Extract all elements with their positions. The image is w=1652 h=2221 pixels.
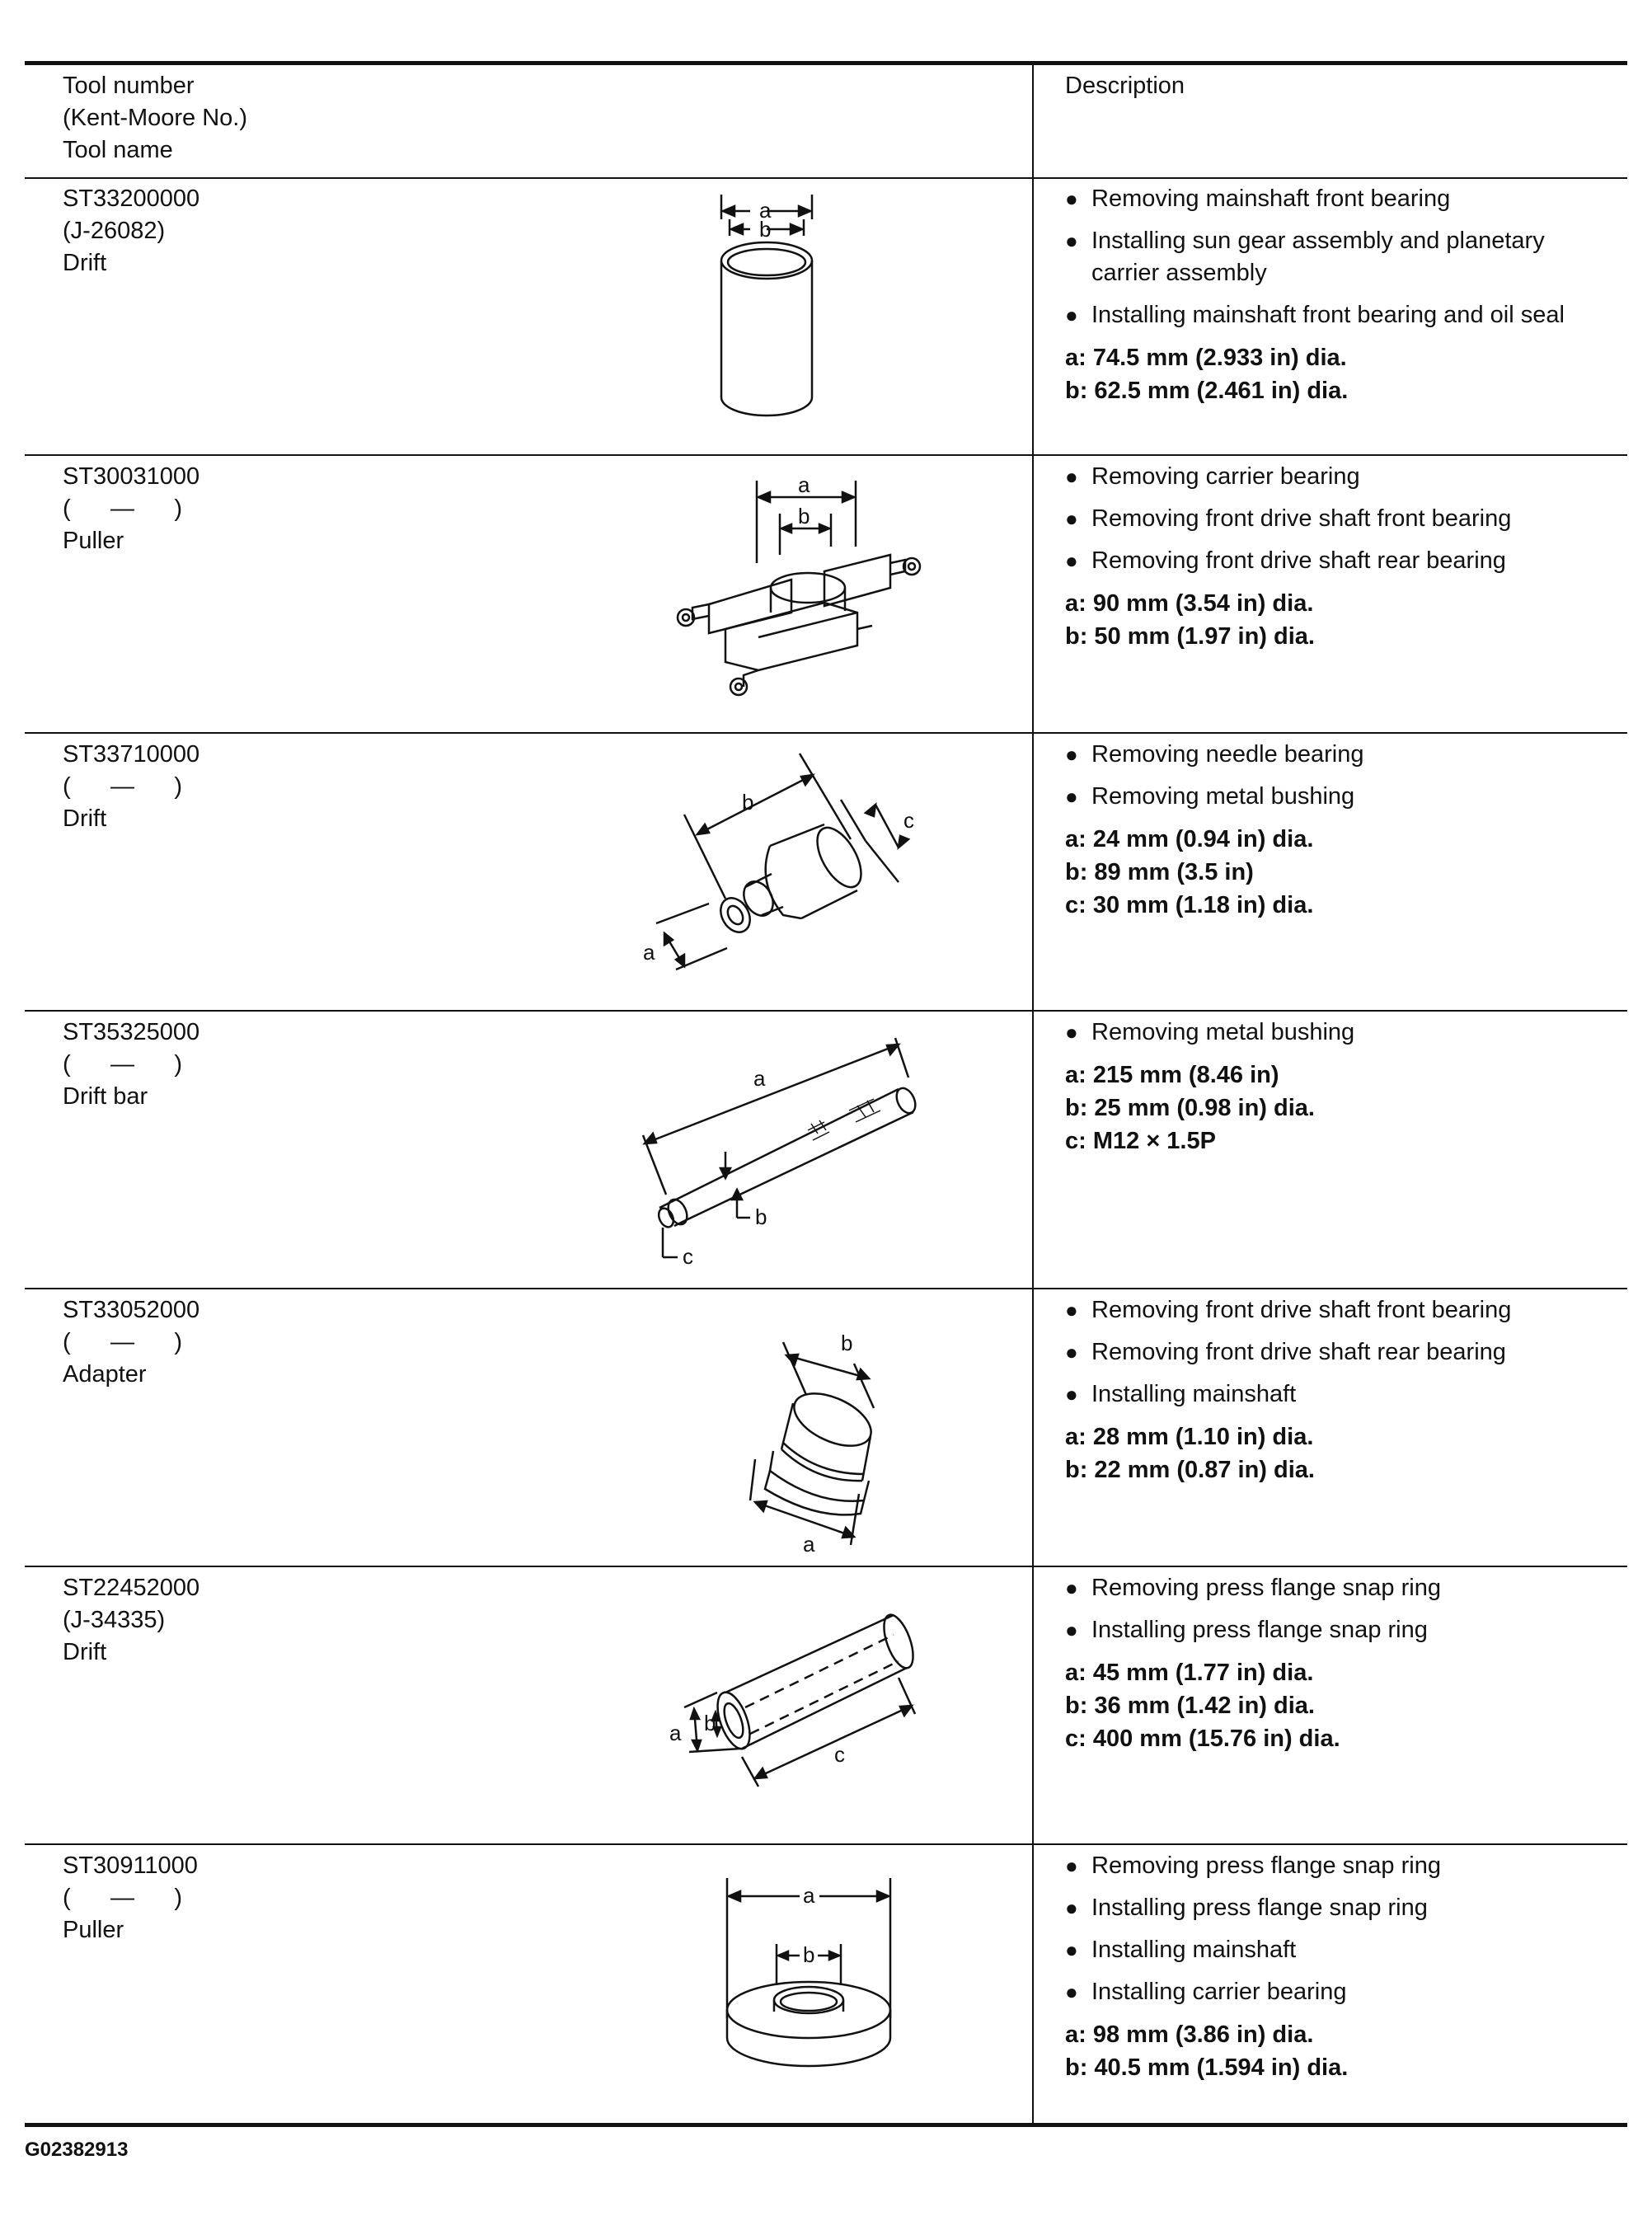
fig-label-a: a xyxy=(803,1532,815,1557)
fig-label-a: a xyxy=(753,1066,766,1091)
tool-column-header xyxy=(63,70,247,167)
tool-description xyxy=(1065,1017,1617,1157)
tool-name: Drift xyxy=(63,250,107,276)
table-row xyxy=(25,1012,1627,1289)
spec-line: a: 90 mm (3.54 in) dia. xyxy=(1065,590,1314,617)
figure-code: G02382913 xyxy=(25,2139,129,2161)
spec-line: c: M12 × 1.5P xyxy=(1065,1128,1216,1154)
table-row xyxy=(25,1845,1627,2123)
spec-line: a: 98 mm (3.86 in) dia. xyxy=(1065,2021,1314,2048)
spec-line: a: 24 mm (0.94 in) dia. xyxy=(1065,826,1314,852)
fig-label-b: b xyxy=(841,1331,853,1355)
spec-line: b: 22 mm (0.87 in) dia. xyxy=(1065,1457,1315,1483)
fig-label-a: a xyxy=(669,1721,682,1745)
fig-label-b: b xyxy=(755,1204,767,1229)
tool-description xyxy=(1065,183,1617,407)
use-item: ● Removing metal bushing xyxy=(1065,781,1617,813)
spec-line: a: 28 mm (1.10 in) dia. xyxy=(1065,1424,1314,1450)
kent-moore-number: ( — ) xyxy=(63,773,182,800)
tool-number: ST22452000 xyxy=(63,1575,200,1601)
tool-number: ST33200000 xyxy=(63,185,200,212)
tool-name: Puller xyxy=(63,1917,124,1943)
spec-line: b: 36 mm (1.42 in) dia. xyxy=(1065,1693,1315,1719)
use-item: ● Installing press flange snap ring xyxy=(1065,1614,1617,1646)
tool-name: Drift xyxy=(63,805,107,832)
kent-moore-number: ( — ) xyxy=(63,1051,182,1078)
drift-tube-illustration xyxy=(618,1575,981,1839)
tool-description xyxy=(1065,739,1617,922)
fig-label-b: b xyxy=(704,1711,716,1735)
kent-moore-number: ( — ) xyxy=(63,1329,182,1355)
use-item: ● Installing mainshaft xyxy=(1065,1378,1617,1411)
description-column-header: Description xyxy=(1065,73,1185,99)
fig-label-a: a xyxy=(798,472,810,497)
fig-label-b: b xyxy=(759,217,772,242)
tool-info xyxy=(63,1017,199,1113)
tool-description xyxy=(1065,461,1617,653)
tool-number: ST33052000 xyxy=(63,1297,200,1323)
use-item: ● Removing press flange snap ring xyxy=(1065,1572,1617,1604)
fig-label-a: a xyxy=(643,940,655,965)
use-item: ● Removing front drive shaft rear bearing xyxy=(1065,1336,1617,1369)
spec-line: c: 400 mm (15.76 in) dia. xyxy=(1065,1726,1340,1752)
use-item: ● Installing carrier bearing xyxy=(1065,1976,1617,2008)
tool-info xyxy=(63,461,199,557)
tool-name: Drift bar xyxy=(63,1083,148,1110)
kent-moore-number: ( — ) xyxy=(63,495,182,522)
tool-info xyxy=(63,739,199,835)
spec-line: b: 89 mm (3.5 in) xyxy=(1065,859,1254,885)
drift-illustration xyxy=(618,742,981,1006)
table-bottom-rule xyxy=(25,2123,1627,2127)
table-row xyxy=(25,178,1627,456)
kent-moore-number: (J-34335) xyxy=(63,1607,166,1633)
tool-number: ST30031000 xyxy=(63,463,200,490)
use-item: ● Removing front drive shaft front bearing xyxy=(1065,1294,1617,1326)
header-tool-name: Tool name xyxy=(63,137,173,163)
fig-label-c: c xyxy=(903,808,914,833)
fig-label-b: b xyxy=(803,1942,815,1967)
tool-number: ST33710000 xyxy=(63,741,200,768)
header-tool-number: Tool number xyxy=(63,73,195,99)
table-row xyxy=(25,456,1627,734)
spec-line: b: 62.5 mm (2.461 in) dia. xyxy=(1065,378,1349,404)
fig-label-b: b xyxy=(742,790,754,815)
fig-label-a: a xyxy=(803,1883,815,1908)
use-item: ● Removing metal bushing xyxy=(1065,1017,1617,1049)
use-item: ● Removing press flange snap ring xyxy=(1065,1850,1617,1882)
use-item: ● Removing front drive shaft rear bearing xyxy=(1065,545,1617,577)
fig-label-a: a xyxy=(759,198,772,223)
use-item: ● Removing mainshaft front bearing xyxy=(1065,183,1617,215)
use-item: ● Removing needle bearing xyxy=(1065,739,1617,771)
use-item: ● Installing press flange snap ring xyxy=(1065,1892,1617,1924)
tool-name: Puller xyxy=(63,528,124,554)
use-item: ● Installing mainshaft xyxy=(1065,1934,1617,1966)
tool-info xyxy=(63,1294,199,1391)
tool-number: ST35325000 xyxy=(63,1019,200,1045)
spec-line: a: 45 mm (1.77 in) dia. xyxy=(1065,1660,1314,1686)
fig-label-c: c xyxy=(834,1742,845,1767)
tool-name: Drift xyxy=(63,1639,107,1665)
tool-description xyxy=(1065,1850,1617,2084)
drift-illustration xyxy=(618,186,981,450)
puller-plate-illustration xyxy=(618,1853,981,2117)
table-row xyxy=(25,734,1627,1012)
use-item: ● Removing front drive shaft front bearing xyxy=(1065,503,1617,535)
use-item: ● Removing carrier bearing xyxy=(1065,461,1617,493)
spec-line: c: 30 mm (1.18 in) dia. xyxy=(1065,892,1314,918)
drift-bar-illustration xyxy=(618,1020,981,1284)
fig-label-c: c xyxy=(683,1244,693,1269)
kent-moore-number: (J-26082) xyxy=(63,218,166,244)
spec-line: b: 50 mm (1.97 in) dia. xyxy=(1065,623,1315,650)
spec-line: a: 215 mm (8.46 in) xyxy=(1065,1062,1279,1088)
tool-info xyxy=(63,183,199,279)
tool-name: Adapter xyxy=(63,1361,147,1388)
tool-info xyxy=(63,1850,198,1946)
table-header xyxy=(25,65,1627,178)
adapter-illustration xyxy=(618,1298,981,1561)
use-item: ● Installing mainshaft front bearing and oil seal xyxy=(1065,299,1617,331)
fig-label-b: b xyxy=(798,504,810,528)
spec-line: b: 25 mm (0.98 in) dia. xyxy=(1065,1095,1315,1121)
tool-description xyxy=(1065,1294,1617,1486)
spec-line: a: 74.5 mm (2.933 in) dia. xyxy=(1065,345,1347,371)
tool-number: ST30911000 xyxy=(63,1852,198,1879)
kent-moore-number: ( — ) xyxy=(63,1885,182,1911)
puller-illustration xyxy=(618,464,981,728)
tool-info xyxy=(63,1572,199,1669)
use-item: ● Installing sun gear assembly and planetary carrier assembly xyxy=(1065,225,1617,289)
table-row xyxy=(25,1567,1627,1845)
tool-description xyxy=(1065,1572,1617,1755)
header-kent-moore: (Kent-Moore No.) xyxy=(63,105,248,131)
table-row xyxy=(25,1289,1627,1567)
spec-line: b: 40.5 mm (1.594 in) dia. xyxy=(1065,2054,1349,2081)
